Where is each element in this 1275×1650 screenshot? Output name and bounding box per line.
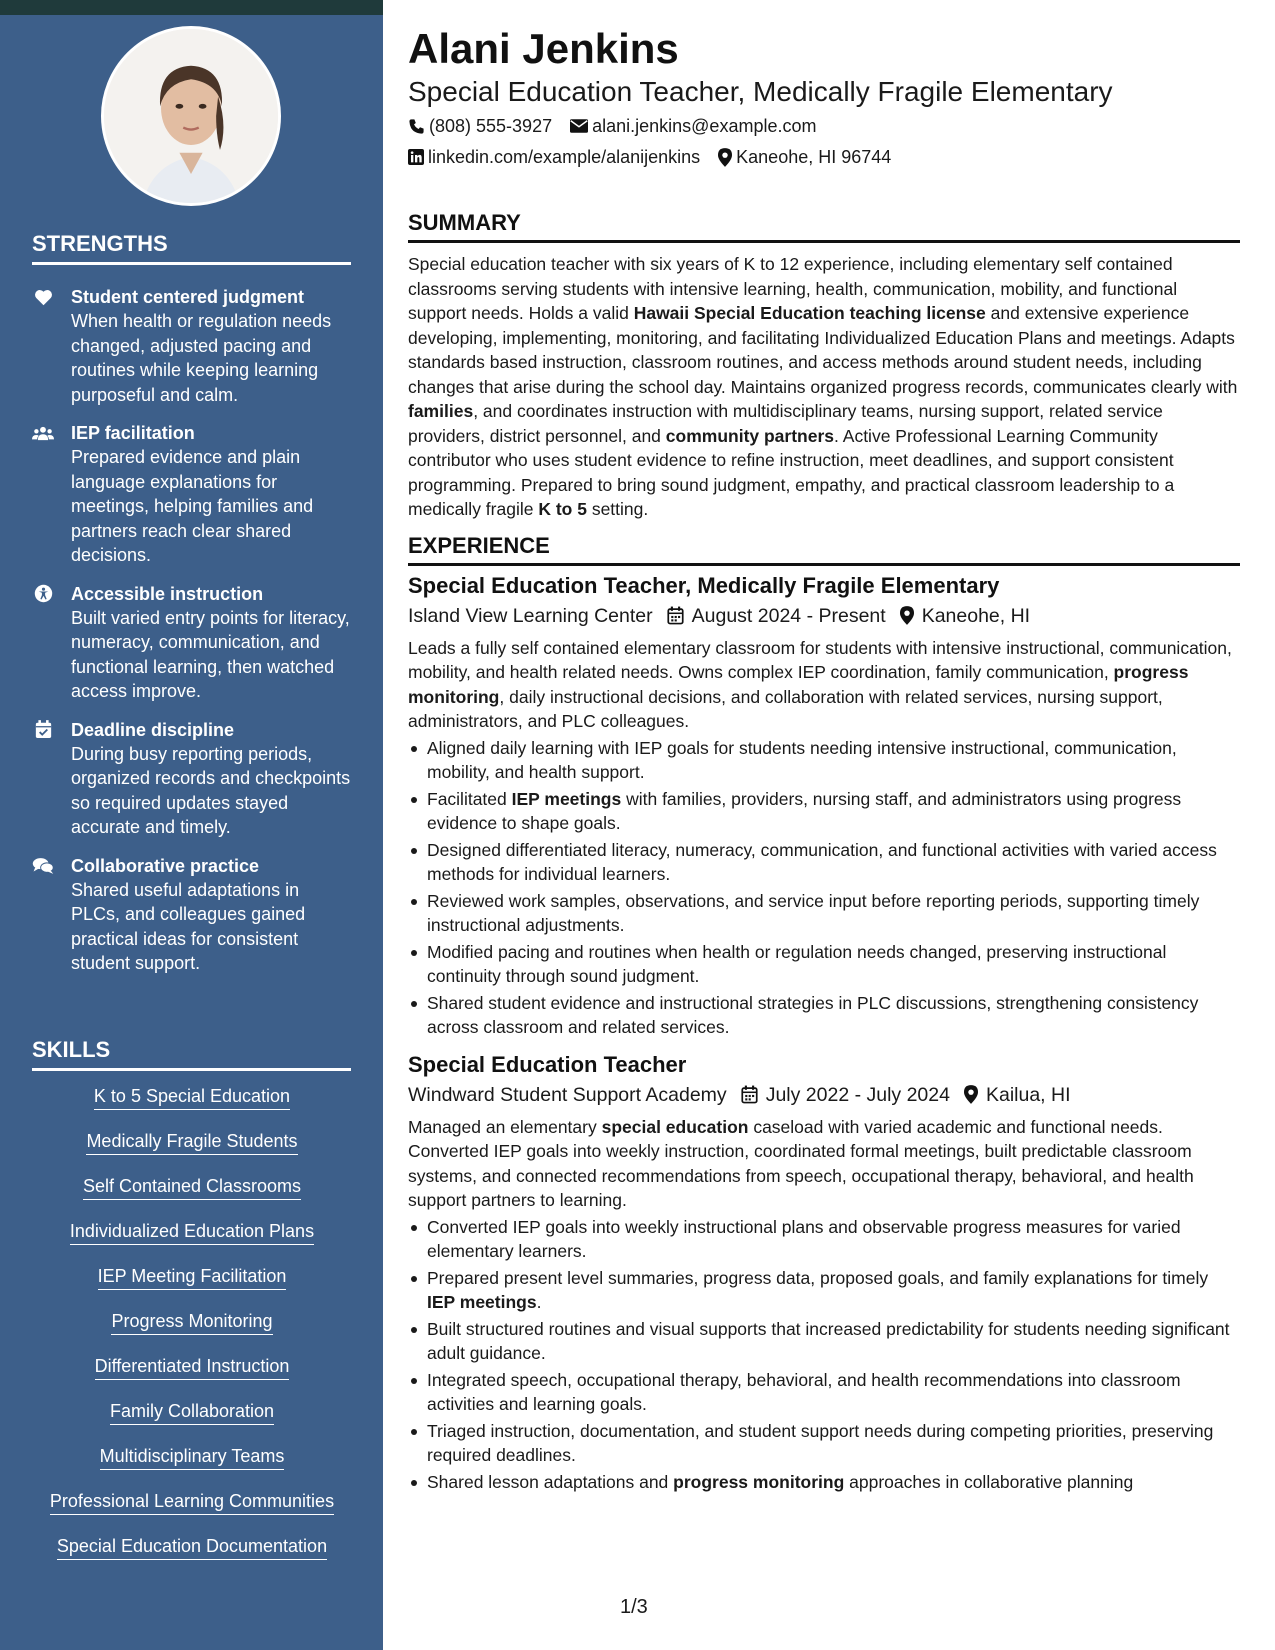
strength-description: Prepared evidence and plain language explanations for meetings, helping families and partners reach clear shared decisions. bbox=[71, 447, 314, 565]
summary-segment: , and coordinates instruction with multidisciplinary teams, nursing support, related service providers, district personnel, and bbox=[408, 401, 1163, 446]
strength-title: Student centered judgment bbox=[71, 287, 305, 307]
bullet-item: Integrated speech, occupational therapy, behavioral, and health recommendations into classroom activities and learning goals. bbox=[408, 1368, 1240, 1417]
job-meta bbox=[408, 602, 1240, 630]
job-title: Special Education Teacher, Medically Fragile Elementary bbox=[408, 572, 1000, 598]
summary-emphasis: community partners bbox=[665, 425, 835, 446]
calendar-icon bbox=[667, 606, 684, 625]
strength-item bbox=[32, 582, 352, 704]
employer: Windward Student Support Academy bbox=[408, 1083, 727, 1106]
bullet-segment: approaches in collaborative planning bbox=[844, 1471, 1134, 1492]
contact-row bbox=[408, 114, 1240, 138]
linkedin-icon bbox=[408, 149, 424, 165]
profile-photo-illustration bbox=[104, 29, 278, 203]
dates-text: July 2022 - July 2024 bbox=[765, 1083, 950, 1106]
skills-heading: SKILLS bbox=[32, 1037, 351, 1071]
summary-text bbox=[408, 252, 1240, 522]
skill-item bbox=[32, 1175, 352, 1220]
bullet-item: Shared student evidence and instructional strategies in PLC discussions, strengthening consistency across classroom and related services. bbox=[408, 991, 1240, 1040]
strength-description: Built varied entry points for literacy, numeracy, communication, and functional learning, then watched access improve. bbox=[71, 607, 350, 701]
bullet-item: Designed differentiated literacy, numeracy, communication, and functional activities with varied access methods for individual learners. bbox=[408, 838, 1240, 887]
skill-item bbox=[32, 1085, 352, 1130]
skill-item bbox=[32, 1355, 352, 1400]
summary-emphasis: Hawaii Special Education teaching license bbox=[633, 303, 986, 323]
bullet-emphasis: IEP meetings bbox=[427, 1292, 537, 1312]
job-entry bbox=[408, 572, 1240, 1040]
bullet-item bbox=[408, 787, 1240, 836]
description-segment: caseload with varied academic and functional needs. Converted IEP goals into weekly instruction, coordinated formal meetings, built predictable classroom systems, and connected recommendations from speech, occupational therapy, behavioral, and health support partners to learning. bbox=[408, 1116, 1194, 1210]
skill-label: K to 5 Special Education bbox=[94, 1085, 290, 1110]
email-contact[interactable] bbox=[570, 114, 816, 138]
summary-segment: . Active Professional Learning Community contributor who uses student evidence to refine instruction, meet deadlines, and support consistent programming. Prepared to bring sound judgment, empathy, and practical classroom leadership to a medically fragile bbox=[408, 425, 1175, 519]
description-segment: , daily instructional decisions, and collaboration with related services, nursing support, administrators, and PLC colleagues. bbox=[408, 686, 1163, 731]
job-dates bbox=[741, 1081, 950, 1109]
bullet-item: Built structured routines and visual supports that increased predictability for students needing significant adult guidance. bbox=[408, 1317, 1240, 1366]
linkedin-contact[interactable] bbox=[408, 145, 700, 169]
job-bullets bbox=[408, 736, 1240, 1040]
skill-label: Individualized Education Plans bbox=[70, 1220, 314, 1245]
strength-item bbox=[32, 421, 352, 568]
summary-heading: SUMMARY bbox=[408, 209, 1240, 243]
bullet-segment: Facilitated bbox=[427, 788, 512, 809]
bullet-item bbox=[408, 1266, 1240, 1315]
skill-item bbox=[32, 1535, 352, 1580]
employer: Island View Learning Center bbox=[408, 604, 653, 627]
heart-icon bbox=[32, 287, 54, 307]
summary-segment: setting. bbox=[586, 499, 649, 519]
description-emphasis: progress monitoring bbox=[408, 662, 1189, 707]
strength-description: When health or regulation needs changed, adjusted pacing and routines while keeping learning purposeful and calm. bbox=[71, 311, 332, 405]
experience-heading: EXPERIENCE bbox=[408, 532, 1240, 566]
strength-title: IEP facilitation bbox=[71, 423, 195, 443]
description-segment: Managed an elementary bbox=[408, 1116, 602, 1137]
job-entry bbox=[408, 1051, 1240, 1495]
skill-label: Self Contained Classrooms bbox=[83, 1175, 301, 1200]
bullet-emphasis: progress monitoring bbox=[673, 1471, 845, 1492]
description-segment: Leads a fully self contained elementary classroom for students with intensive instructional, communication, mobility, and health related needs. Owns complex IEP coordination, family communication, bbox=[408, 637, 1232, 682]
job-dates bbox=[667, 602, 886, 630]
location-text: Kaneohe, HI 96744 bbox=[736, 147, 892, 167]
map-pin-icon bbox=[964, 1085, 978, 1104]
job-meta bbox=[408, 1081, 1240, 1109]
bullet-segment: Shared lesson adaptations and bbox=[427, 1471, 674, 1492]
skill-item bbox=[32, 1220, 352, 1265]
job-title: Special Education Teacher bbox=[408, 1051, 687, 1077]
phone-icon bbox=[408, 118, 425, 135]
accessibility-icon bbox=[32, 584, 54, 604]
skill-label: Differentiated Instruction bbox=[95, 1355, 290, 1380]
skill-item bbox=[32, 1310, 352, 1355]
candidate-name: Alani Jenkins bbox=[408, 25, 679, 72]
job-description bbox=[408, 636, 1240, 734]
bullet-item: Converted IEP goals into weekly instructional plans and observable progress measures for varied elementary learners. bbox=[408, 1215, 1240, 1264]
phone-text: (808) 555-3927 bbox=[429, 116, 553, 136]
skill-label: Special Education Documentation bbox=[57, 1535, 327, 1560]
bullet-item: Triaged instruction, documentation, and student support needs during competing priorities, preserving required deadlines. bbox=[408, 1419, 1240, 1468]
summary-segment: Special education teacher with six years of K to 12 experience, including elementary self contained classrooms serving students with intensive learning, health, communication, mobility, and functional support needs. Holds a valid bbox=[408, 254, 1178, 323]
bullet-item: Modified pacing and routines when health or regulation needs changed, preserving instructional continuity through sound judgment. bbox=[408, 940, 1240, 989]
job-bullets bbox=[408, 1215, 1240, 1495]
skill-label: Family Collaboration bbox=[110, 1400, 274, 1425]
skill-label: Multidisciplinary Teams bbox=[100, 1445, 285, 1470]
bullet-emphasis: IEP meetings bbox=[511, 788, 622, 809]
skill-item bbox=[32, 1490, 352, 1535]
profile-photo bbox=[101, 26, 281, 206]
summary-emphasis: families bbox=[408, 401, 474, 421]
location-contact bbox=[718, 145, 891, 169]
skills-list bbox=[32, 1085, 352, 1580]
candidate-title: Special Education Teacher, Medically Fragile Elementary bbox=[408, 76, 1113, 107]
strengths-heading: STRENGTHS bbox=[32, 231, 351, 265]
strength-item bbox=[32, 854, 352, 976]
sidebar-top-bar bbox=[0, 0, 383, 15]
main-content bbox=[408, 24, 1240, 1494]
calendar-check-icon bbox=[32, 720, 54, 740]
contact-row bbox=[408, 145, 1240, 169]
sidebar bbox=[0, 0, 383, 1650]
skill-item bbox=[32, 1265, 352, 1310]
calendar-icon bbox=[741, 1085, 758, 1104]
job-location bbox=[964, 1081, 1071, 1109]
skill-label: Progress Monitoring bbox=[111, 1310, 272, 1335]
bullet-segment: . bbox=[536, 1292, 542, 1312]
location-text: Kailua, HI bbox=[985, 1083, 1071, 1106]
phone-contact bbox=[408, 114, 552, 138]
users-icon bbox=[32, 423, 54, 443]
strength-title: Deadline discipline bbox=[71, 719, 235, 740]
strength-description: During busy reporting periods, organized records and checkpoints so required updates stayed accurate and timely. bbox=[71, 743, 351, 837]
map-pin-icon bbox=[900, 606, 914, 625]
bullet-item: Aligned daily learning with IEP goals for students needing intensive instructional, communication, mobility, and health support. bbox=[408, 736, 1240, 785]
bullet-item: Reviewed work samples, observations, and service input before reporting periods, supporting timely instructional adjustments. bbox=[408, 889, 1240, 938]
map-pin-icon bbox=[718, 148, 732, 167]
strength-title: Collaborative practice bbox=[71, 855, 260, 876]
job-location bbox=[900, 602, 1030, 630]
linkedin-text[interactable]: linkedin.com/example/alanijenkins bbox=[428, 147, 701, 167]
skill-item bbox=[32, 1445, 352, 1490]
skill-item bbox=[32, 1130, 352, 1175]
description-emphasis: special education bbox=[601, 1116, 749, 1137]
skill-label: IEP Meeting Facilitation bbox=[98, 1265, 287, 1290]
strength-item bbox=[32, 718, 352, 840]
skill-label: Professional Learning Communities bbox=[50, 1490, 334, 1515]
summary-segment: and extensive experience developing, implementing, monitoring, and facilitating Individualized Education Plans and meetings. Adapts standards based instruction, classroom routines, and access methods around student needs, including changes that arise during the school day. Maintains organized progress records, communicates clearly with bbox=[408, 303, 1238, 397]
email-text[interactable]: alani.jenkins@example.com bbox=[592, 116, 817, 136]
skill-label: Medically Fragile Students bbox=[86, 1130, 297, 1155]
bullet-item bbox=[408, 1470, 1240, 1495]
location-text: Kaneohe, HI bbox=[921, 604, 1031, 627]
page-number: 1/3 bbox=[620, 1596, 648, 1618]
bullet-segment: Prepared present level summaries, progress data, proposed goals, and family explanations for timely bbox=[427, 1267, 1209, 1288]
envelope-icon bbox=[570, 119, 588, 133]
comments-icon bbox=[32, 856, 54, 876]
strength-item bbox=[32, 285, 352, 407]
summary-emphasis: K to 5 bbox=[538, 499, 587, 519]
job-description bbox=[408, 1115, 1240, 1213]
dates-text: August 2024 - Present bbox=[691, 604, 886, 627]
skill-item bbox=[32, 1400, 352, 1445]
strengths-list bbox=[32, 285, 352, 990]
strength-title: Accessible instruction bbox=[71, 583, 264, 604]
bullet-segment: with families, providers, nursing staff, and administrators using progress evidence to shape goals. bbox=[427, 788, 1182, 833]
strength-description: Shared useful adaptations in PLCs, and colleagues gained practical ideas for consistent student support. bbox=[71, 879, 306, 973]
